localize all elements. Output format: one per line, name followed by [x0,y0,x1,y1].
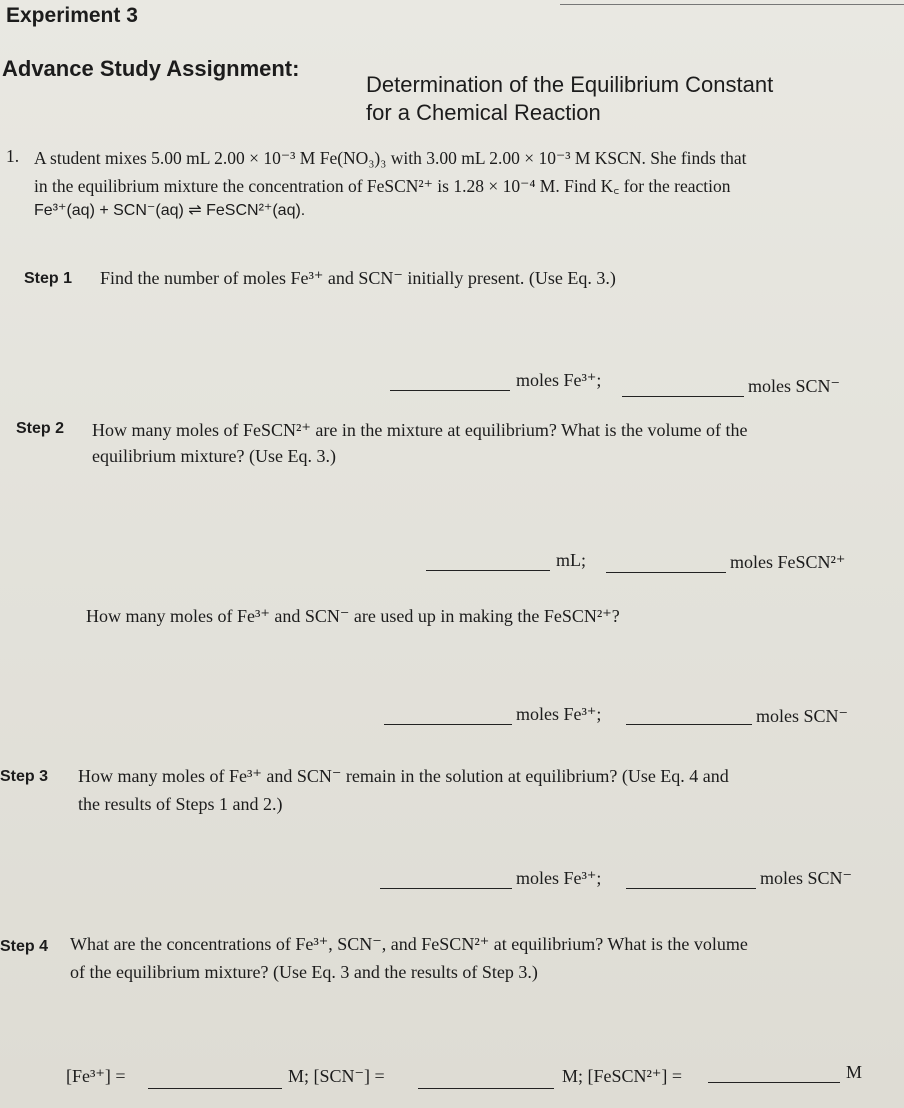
assignment-title-line2: for a Chemical Reaction [366,100,601,125]
step4-question-line1: What are the concentrations of Fe³⁺, SCN⁻, and FeSCN²⁺ at equilibrium? What is the volume [70,934,748,954]
top-rule [560,4,904,5]
step4-label: Step 4 [0,938,49,955]
problem-line1: A student mixes 5.00 mL 2.00 × 10⁻³ M Fe(NO₃)₃ with 3.00 mL 2.00 × 10⁻³ M KSCN. She finds that [34,148,747,168]
experiment-heading: Experiment 3 [6,4,138,27]
fescn-concentration-unit: M [846,1062,863,1082]
step3-question-line1: How many moles of Fe³⁺ and SCN⁻ remain in the solution at equilibrium? (Use Eq. 4 and [78,766,729,786]
step2-question2: How many moles of Fe³⁺ and SCN⁻ are used up in making the FeSCN²⁺? [86,606,620,626]
step2-used-scn-blank[interactable] [626,724,752,725]
fescn-concentration-label: M; [FeSCN²⁺] = [562,1066,683,1086]
step3-remain-scn-blank[interactable] [626,888,756,889]
step2-fescn-unit: moles FeSCN²⁺ [730,552,846,572]
step3-remain-fe-unit: moles Fe³⁺; [516,868,602,888]
step3-remain-scn-unit: moles SCN⁻ [760,868,853,888]
step3-remain-fe-blank[interactable] [380,888,512,889]
step1-answer-scn-blank[interactable] [622,396,744,397]
step2-question-line1: How many moles of FeSCN²⁺ are in the mixture at equilibrium? What is the volume of the [92,420,748,440]
fescn-concentration-blank[interactable] [708,1082,840,1083]
step2-fescn-blank[interactable] [606,572,726,573]
step2-volume-unit: mL; [556,550,586,570]
step1-answer-scn-unit: moles SCN⁻ [748,376,841,396]
fe-concentration-blank[interactable] [148,1088,282,1089]
problem-reaction: Fe³⁺(aq) + SCN⁻(aq) ⇌ FeSCN²⁺(aq). [34,202,306,219]
fe-concentration-label: [Fe³⁺] = [66,1066,126,1086]
step3-question-line2: the results of Steps 1 and 2.) [78,794,283,814]
scn-concentration-blank[interactable] [418,1088,554,1089]
step1-answer-fe-unit: moles Fe³⁺; [516,370,602,390]
problem-number: 1. [6,146,20,166]
step2-used-fe-blank[interactable] [384,724,512,725]
step1-answer-fe-blank[interactable] [390,390,510,391]
step2-used-fe-unit: moles Fe³⁺; [516,704,602,724]
step4-question-line2: of the equilibrium mixture? (Use Eq. 3 and the results of Step 3.) [70,962,538,982]
step2-question-line2: equilibrium mixture? (Use Eq. 3.) [92,446,336,466]
problem-line2: in the equilibrium mixture the concentration of FeSCN²⁺ is 1.28 × 10⁻⁴ M. Find K꜀ for the reaction [34,176,731,196]
step3-label: Step 3 [0,768,49,785]
step1-label: Step 1 [24,270,73,287]
assignment-title-line1: Determination of the Equilibrium Constant [366,72,774,97]
step1-question: Find the number of moles Fe³⁺ and SCN⁻ initially present. (Use Eq. 3.) [100,268,616,288]
step2-label: Step 2 [16,420,65,437]
scn-concentration-label: M; [SCN⁻] = [288,1066,385,1086]
step2-used-scn-unit: moles SCN⁻ [756,706,849,726]
step2-volume-blank[interactable] [426,570,550,571]
assignment-label: Advance Study Assignment: [2,56,300,81]
